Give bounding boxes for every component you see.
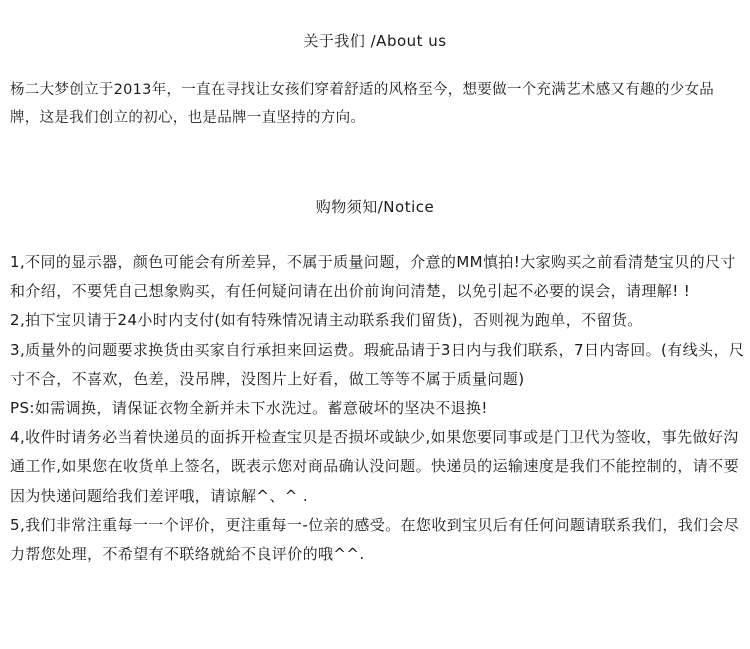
notice-item-ps: PS:如需调换，请保证衣物全新并未下水洗过。蓄意破坏的坚决不退换! bbox=[10, 399, 488, 418]
notice-heading: 购物须知/Notice bbox=[315, 198, 435, 216]
about-us-paragraph: 杨二大梦创立于2013年，一直在寻找让女孩们穿着舒适的风格至今，想要做一个充满艺术感又有趣的少女品牌，这是我们创立的初心，也是品牌一直坚持的方向。 bbox=[10, 82, 715, 126]
notice-item-4: 4,收件时请务必当着快递员的面拆开检查宝贝是否损坏或缺少,如果您要同事或是门卫代为签收，事先做好沟通工作,如果您在收货单上签名，既表示您对商品确认没问题。快递员的运输速度是我们不能控制的，请不要因为快递问题给我们差评哦，请谅解^、^ . bbox=[10, 428, 739, 505]
notice-item-3: 3,质量外的问题要求换货由买家自行承担来回运费。瑕疵品请于3日内与我们联系，7日内寄回。(有线头，尺寸不合，不喜欢，色差，没吊牌，没图片上好看，做工等等不属于质量问题) bbox=[10, 340, 745, 388]
notice-item-2: 2,拍下宝贝请于24小时内支付(如有特殊情况请主动联系我们留货)，否则视为跑单，不留货。 bbox=[10, 311, 643, 330]
notice-item-5: 5,我们非常注重每一一个评价，更注重每一-位亲的感受。在您收到宝贝后有任何问题请联系我们，我们会尽力帮您处理，不希望有不联络就給不良评价的哦^^. bbox=[10, 515, 740, 564]
about-us-heading: 关于我们 /About us bbox=[303, 32, 447, 50]
notice-list bbox=[10, 248, 745, 569]
notice-item-1: 1,不同的显示器，颜色可能会有所差异，不属于质量问题，介意的MM慎拍!大家购买之前看清楚宝贝的尺寸和介绍，不要凭自己想象购买，有任何疑问请在出价前询问清楚，以免引起不必要的误会，请理解! ! bbox=[10, 253, 736, 301]
